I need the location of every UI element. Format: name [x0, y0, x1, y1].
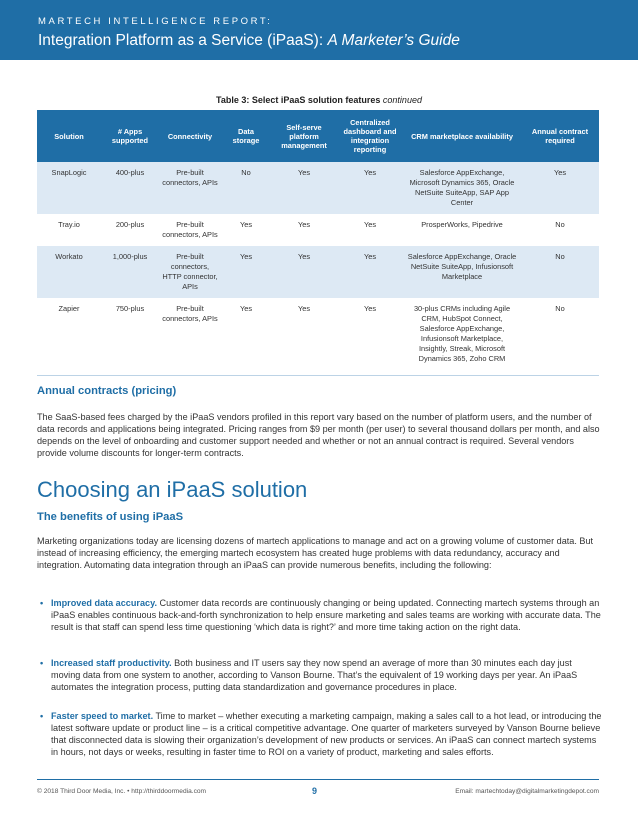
cell-solution: SnapLogic [37, 162, 101, 214]
features-table [37, 110, 599, 370]
table-header-row [37, 110, 599, 162]
benefit-lead: Improved data accuracy. [51, 598, 157, 608]
table-row [37, 298, 599, 370]
report-title-italic: A Marketer’s Guide [327, 32, 460, 49]
benefits-intro: Marketing organizations today are licensing dozens of martech applications to manage and act on a growing volume of customer data. But instead of increasing efficiency, the emerging martech ecosystem has created huge problems with data redundancy, accuracy and integration. Automating data integration through an iPaaS can provide numerous benefits, including the following: [37, 536, 594, 570]
cell-annual: No [521, 246, 599, 298]
cell-crm: Salesforce AppExchange, Microsoft Dynamics 365, Oracle NetSuite SuiteApp, SAP App Center [403, 162, 521, 214]
cell-connectivity: Pre-built connectors, APIs [159, 214, 221, 246]
cell-dashboard: Yes [337, 246, 403, 298]
table-caption [0, 95, 638, 105]
cell-data-storage: No [221, 162, 271, 214]
cell-solution: Workato [37, 246, 101, 298]
benefit-bullet [40, 710, 602, 758]
benefits-subheading: The benefits of using iPaaS [37, 511, 184, 523]
table-bottom-rule [37, 375, 599, 376]
cell-data-storage: Yes [221, 246, 271, 298]
cell-self-serve: Yes [271, 214, 337, 246]
annual-contracts-paragraph: The SaaS-based fees charged by the iPaaS vendors profiled in this report vary based on the number of platform users, and the number of data records and applications being integrated. Pricing ranges from $9 per month (per user) to several thousand dollars per month, and also depends on the level of onboarding and customer support needed and whether or not an annual contract is required. Several vendors provide volume discounts for longer-term contracts. [37, 412, 600, 458]
header-annual: Annual contract required [521, 110, 599, 162]
report-title-main: Integration Platform as a Service (iPaaS): [38, 32, 328, 49]
cell-crm: Salesforce AppExchange, Oracle NetSuite SuiteApp, Infusionsoft Marketplace [403, 246, 521, 298]
header-self-serve: Self-serve platform management [271, 110, 337, 162]
footer-email[interactable]: Email: martechtoday@digitalmarketingdepot.com [455, 788, 599, 795]
cell-solution: Zapier [37, 298, 101, 370]
cell-annual: No [521, 298, 599, 370]
table-row [37, 162, 599, 214]
header-apps: # Apps supported [101, 110, 159, 162]
cell-data-storage: Yes [221, 214, 271, 246]
cell-self-serve: Yes [271, 246, 337, 298]
footer-rule [37, 779, 599, 780]
table-row [37, 214, 599, 246]
cell-data-storage: Yes [221, 298, 271, 370]
page-number: 9 [312, 786, 318, 796]
cell-apps: 750-plus [101, 298, 159, 370]
table-caption-suffix: continued [382, 95, 422, 105]
benefit-bullet [40, 597, 602, 633]
cell-connectivity: Pre-built connectors, APIs [159, 298, 221, 370]
benefit-lead: Faster speed to market. [51, 711, 154, 721]
bullet-dot-icon: • [40, 658, 44, 668]
benefit-text: Both business and IT users say they now spend an average of more than 30 minutes each day just moving data from one system to another, according to Vanson Bourne. That’s the equivalent of 19 working days per year. An iPaaS automates the integration process, putting data standardization and governance procedures in place. [51, 658, 578, 692]
bullet-dot-icon: • [40, 711, 44, 721]
report-title [38, 31, 638, 50]
cell-self-serve: Yes [271, 162, 337, 214]
bullet-dot-icon: • [40, 598, 44, 608]
table-caption-main: Table 3: Select iPaaS solution features [216, 95, 381, 105]
report-header [0, 0, 638, 60]
cell-annual: No [521, 214, 599, 246]
cell-apps: 400-plus [101, 162, 159, 214]
annual-contracts-heading: Annual contracts (pricing) [37, 385, 177, 397]
cell-annual: Yes [521, 162, 599, 214]
cell-self-serve: Yes [271, 298, 337, 370]
benefit-text: Customer data records are continuously changing or being updated. Connecting martech systems through an iPaaS enables continuous back-and-forth synchronization to help ensure marketing and sales teams are working with accurate data. The result is that staff can spend less time questioning ‘which data is right?’ and more time taking action on the right data. [51, 598, 601, 632]
cell-crm: ProsperWorks, Pipedrive [403, 214, 521, 246]
cell-crm: 30-plus CRMs including Agile CRM, HubSpot Connect, Salesforce AppExchange, Infusionsoft Marketplace, Insightly, Streak, Microsoft Dynamics 365, Zoho CRM [403, 298, 521, 370]
cell-apps: 1,000-plus [101, 246, 159, 298]
header-dashboard: Centralized dashboard and integration reporting [337, 110, 403, 162]
cell-connectivity: Pre-built connectors, HTTP connector, APIs [159, 246, 221, 298]
cell-dashboard: Yes [337, 214, 403, 246]
cell-apps: 200-plus [101, 214, 159, 246]
table-row [37, 246, 599, 298]
report-kicker: MARTECH INTELLIGENCE REPORT: [38, 16, 273, 27]
cell-dashboard: Yes [337, 162, 403, 214]
header-crm: CRM marketplace availability [403, 110, 521, 162]
cell-solution: Tray.io [37, 214, 101, 246]
cell-connectivity: Pre-built connectors, APIs [159, 162, 221, 214]
choosing-heading: Choosing an iPaaS solution [37, 477, 308, 502]
benefit-text: Time to market – whether executing a marketing campaign, making a sales call to a hot lead, or introducing the latest software update or product line – is a critical competitive advantage. One quarter of marketers surveyed by Vanson Bourne believe that disconnected data is slowing their organization’s development of new products or services. An iPaaS can connect martech systems in hours, not days or weeks, resulting in faster time to ROI on a variety of product, marketing and sales efforts. [51, 711, 602, 757]
benefit-lead: Increased staff productivity. [51, 658, 172, 668]
header-data-storage: Data storage [221, 110, 271, 162]
header-solution: Solution [37, 110, 101, 162]
footer-copyright: © 2018 Third Door Media, Inc. • http://thirddoormedia.com [37, 788, 207, 795]
cell-dashboard: Yes [337, 298, 403, 370]
benefit-bullet [40, 657, 602, 693]
header-connectivity: Connectivity [159, 110, 221, 162]
